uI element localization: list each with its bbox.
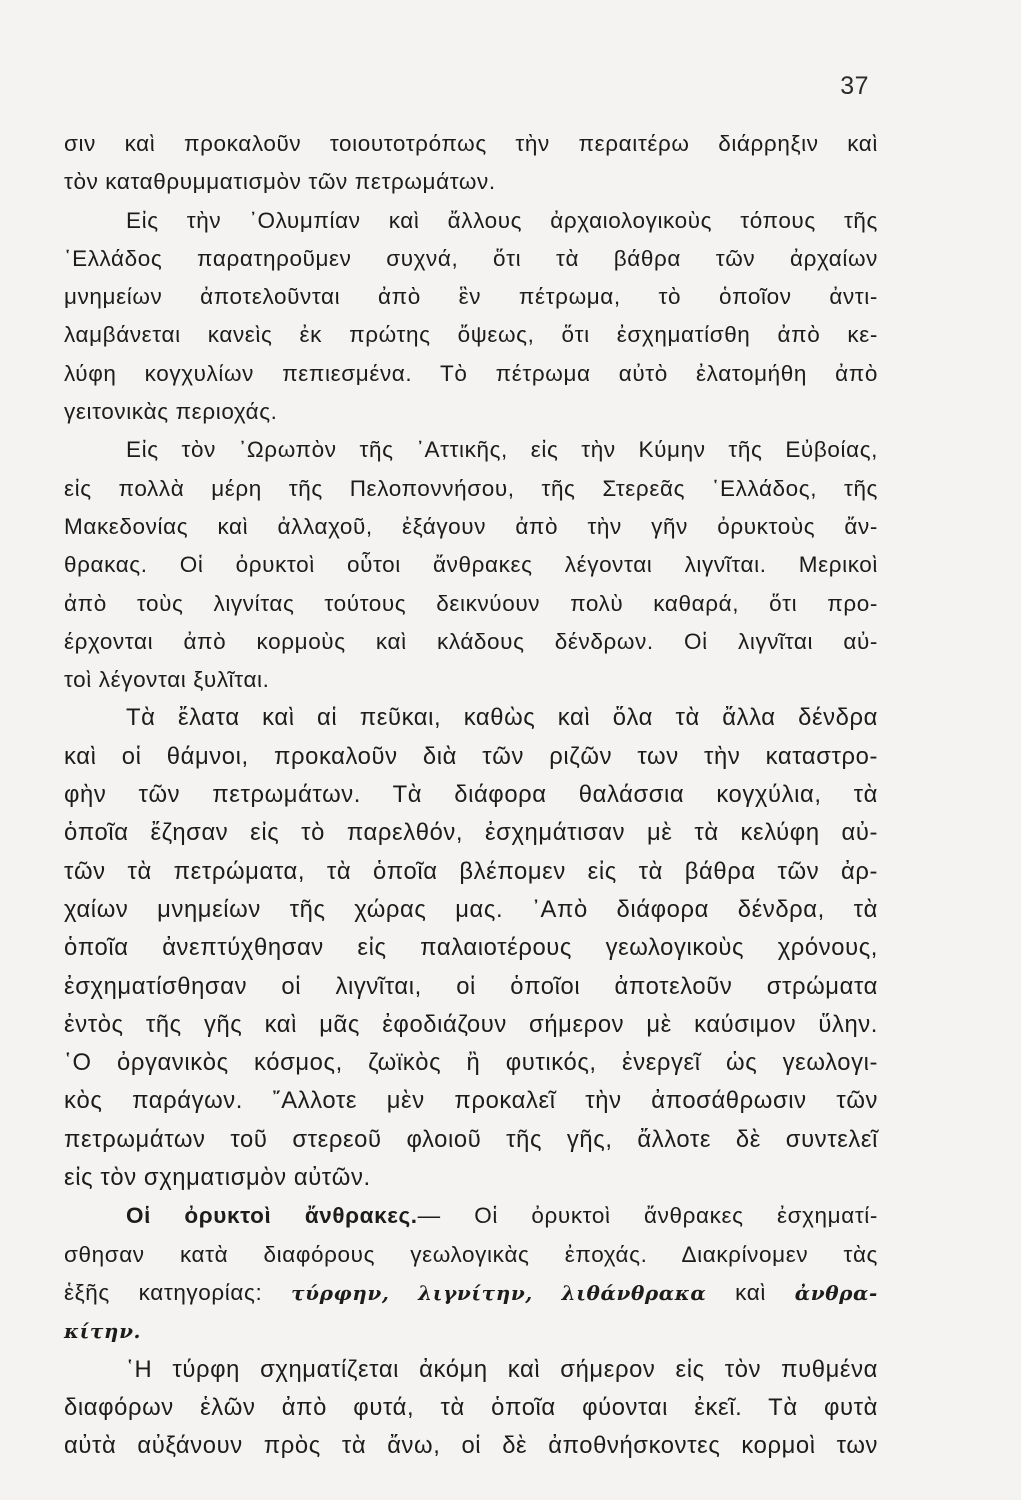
text-line (64, 1274, 878, 1312)
text-line: ῾Η τύρφη σχηματίζεται ἀκόμη καὶ σήμερον εἰς τὸν πυθμένα (126, 1355, 878, 1383)
term-anthracite-end: κίτην. (64, 1319, 142, 1344)
text-line: ἐσχηματίσθησαν οἱ λιγνῖται, οἱ ὁποῖοι ἀποτελοῦν στρώματα (64, 972, 878, 1000)
paragraph-6 (64, 1351, 878, 1466)
text-line (64, 1312, 878, 1350)
body-text (64, 125, 878, 1465)
term-coal: λιθάνθρακα (561, 1280, 707, 1305)
text-line: κὸς παράγων. ῎Αλλοτε μὲν προκαλεῖ τὴν ἀποσάθρωσιν τῶν (64, 1087, 878, 1115)
text-line: τὸν καταθρυμματισμὸν τῶν πετρωμάτων. (64, 169, 496, 195)
page-number: 37 (840, 72, 869, 100)
text-line: εἰς τὸν σχηματισμὸν αὐτῶν. (64, 1164, 371, 1192)
text-line: ῾Ο ὀργανικὸς κόσμος, ζωϊκὸς ἢ φυτικός, ἐνεργεῖ ὡς γεωλογι- (64, 1049, 878, 1077)
text-line: σθησαν κατὰ διαφόρους γεωλογικὰς ἐποχάς. Διακρίνομεν τὰς (64, 1241, 878, 1267)
text-line: γειτονικὰς περιοχάς. (64, 399, 278, 425)
text-line: ἀπὸ τοὺς λιγνίτας τούτους δεικνύουν πολὺ καθαρά, ὅτι προ- (64, 590, 878, 616)
text-line: εἰς πολλὰ μέρη τῆς Πελοποννήσου, τῆς Στερεᾶς ῾Ελλάδος, τῆς (64, 475, 878, 501)
section-heading: Οἱ ὀρυκτοὶ ἄνθρακες. (126, 1203, 418, 1229)
text-line: χαίων μνημείων τῆς χώρας μας. ᾿Απὸ διάφορα δένδρα, τὰ (64, 895, 878, 923)
text-line: ὁποῖα ἀνεπτύχθησαν εἰς παλαιοτέρους γεωλογικοὺς χρόνους, (64, 934, 878, 962)
text-line: ὁποῖα ἔζησαν εἰς τὸ παρελθόν, ἐσχημάτισαν μὲ τὰ κελύφη αὐ- (64, 819, 878, 847)
text-line: Μακεδονίας καὶ ἀλλαχοῦ, ἐξάγουν ἀπὸ τὴν γῆν ὀρυκτοὺς ἄν- (64, 513, 878, 539)
text-line: λαμβάνεται κανεὶς ἐκ πρώτης ὄψεως, ὅτι ἐσχηματίσθη ἀπὸ κε- (64, 322, 878, 348)
text-line: λύφη κογχυλίων πεπιεσμένα. Τὸ πέτρωμα αὐτὸ ἐλατομήθη ἀπὸ (64, 360, 878, 386)
paragraph-5 (64, 1197, 878, 1350)
text-line: Εἰς τὸν ᾿Ωρωπὸν τῆς ᾿Αττικῆς, εἰς τὴν Κύμην τῆς Εὐβοίας, (126, 437, 878, 463)
text-line: ῾Ελλάδος παρατηροῦμεν συχνά, ὅτι τὰ βάθρα τῶν ἀρχαίων (64, 245, 878, 271)
conjunction: καὶ (735, 1279, 766, 1305)
text-line: τοὶ λέγονται ξυλῖται. (64, 667, 270, 693)
text-line (64, 1197, 878, 1235)
text-line: φὴν τῶν πετρωμάτων. Τὰ διάφορα θαλάσσια κογχύλια, τὰ (64, 781, 878, 809)
text-line: πετρωμάτων τοῦ στερεοῦ φλοιοῦ τῆς γῆς, ἄλλοτε δὲ συντελεῖ (64, 1125, 878, 1153)
text-line: Τὰ ἔλατα καὶ αἱ πεῦκαι, καθὼς καὶ ὅλα τὰ ἄλλα δένδρα (126, 704, 878, 732)
text-line: τῶν τὰ πετρώματα, τὰ ὁποῖα βλέπομεν εἰς τὰ βάθρα τῶν ἀρ- (64, 857, 878, 885)
text-line: αὐτὰ αὐξάνουν πρὸς τὰ ἄνω, οἱ δὲ ἀποθνήσκοντες κορμοὶ των (64, 1432, 878, 1460)
text-line: σιν καὶ προκαλοῦν τοιουτοτρόπως τὴν περαιτέρω διάρρηξιν καὶ (64, 131, 878, 156)
paragraph-3 (64, 431, 878, 699)
text-line: μνημείων ἀποτελοῦνται ἀπὸ ἓν πέτρωμα, τὸ ὁποῖον ἀντι- (64, 284, 878, 310)
text-line: ἐντὸς τῆς γῆς καὶ μᾶς ἐφοδιάζουν σήμερον μὲ καύσιμον ὕλην. (64, 1010, 878, 1038)
term-peat: τύρφην, (291, 1280, 390, 1305)
text-line: διαφόρων ἑλῶν ἀπὸ φυτά, τὰ ὁποῖα φύονται ἐκεῖ. Τὰ φυτὰ (64, 1393, 878, 1421)
term-lignite: λιγνίτην, (418, 1280, 533, 1305)
text-line: θρακας. Οἱ ὀρυκτοὶ οὗτοι ἄνθρακες λέγονται λιγνῖται. Μερικοὶ (64, 552, 878, 578)
paragraph-2 (64, 202, 878, 432)
categories-intro: ἑξῆς κατηγορίας: (64, 1279, 263, 1305)
text-line: έρχονται ἀπὸ κορμοὺς καὶ κλάδους δένδρων. Οἱ λιγνῖται αὐ- (64, 628, 878, 654)
paragraph-4 (64, 699, 878, 1197)
term-anthracite-start: ἀνθρα- (794, 1280, 878, 1305)
text-line: καὶ οἱ θάμνοι, προκαλοῦν διὰ τῶν ριζῶν των τὴν καταστρο- (64, 742, 878, 770)
paragraph-1 (64, 125, 878, 202)
heading-continuation: — Οἱ ὀρυκτοὶ ἄνθρακες ἐσχηματί- (417, 1203, 878, 1229)
text-line: Εἰς τὴν ᾿Ολυμπίαν καὶ ἄλλους ἀρχαιολογικοὺς τόπους τῆς (126, 207, 878, 233)
